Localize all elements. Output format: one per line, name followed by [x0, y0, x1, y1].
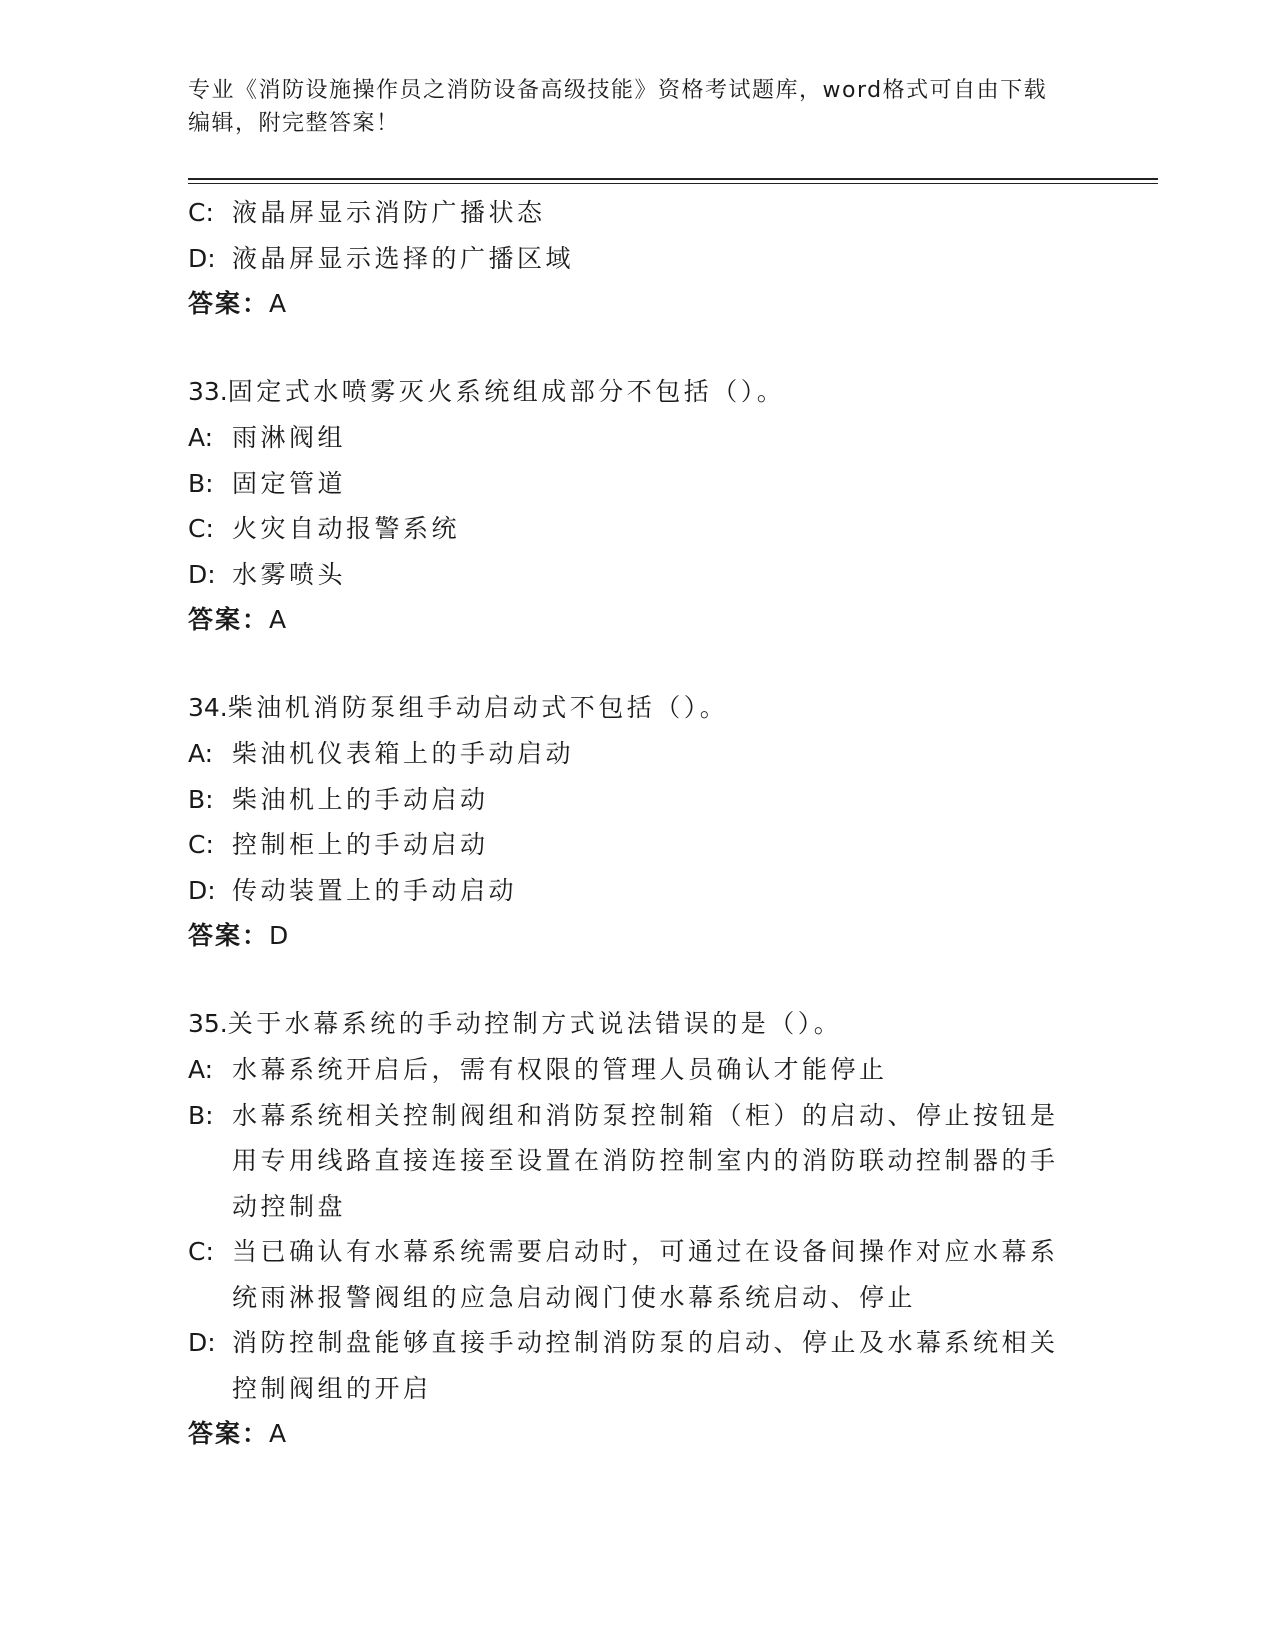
question-number: 33. [188, 377, 228, 406]
option-text: 雨淋阀组 [232, 423, 347, 452]
option-text: 柴油机仪表箱上的手动启动 [232, 739, 575, 768]
option-text: 水幕系统开启后，需有权限的管理人员确认才能停止 [232, 1055, 888, 1084]
question-text: 柴油机消防泵组手动启动式不包括（）。 [227, 693, 729, 722]
option-text: 消防控制盘能够直接手动控制消防泵的启动、停止及水幕系统相关控制阀组的开启 [232, 1328, 1059, 1403]
header-text: 专业《消防设施操作员之消防设备高级技能》资格考试题库，word格式可自由下载编辑，附完整答案！ [188, 78, 1048, 136]
answer-value: A [269, 1419, 287, 1448]
option-text: 柴油机上的手动启动 [232, 784, 489, 814]
option-label: C: [188, 830, 214, 859]
question-list [188, 190, 1078, 1457]
option-label: D: [188, 559, 216, 589]
question-number: 35. [188, 1009, 228, 1038]
option-c [188, 1229, 1078, 1320]
option-c [188, 822, 1078, 868]
option-label: C: [188, 1237, 214, 1266]
option-label: A: [188, 423, 214, 452]
option-label: A: [188, 1055, 214, 1084]
option-a [188, 415, 1078, 461]
answer-label: 答案： [188, 289, 270, 318]
answer-value: A [269, 289, 287, 318]
option-b [188, 461, 1078, 507]
option-text: 液晶屏显示选择的广播区域 [232, 243, 575, 273]
answer-line [188, 913, 1078, 959]
question-number: 34. [188, 693, 228, 722]
question-title [188, 1001, 1078, 1047]
answer-line [188, 281, 1078, 327]
option-label: B: [188, 1100, 214, 1130]
option-text: 水雾喷头 [232, 559, 347, 589]
option-d [188, 1320, 1078, 1411]
question-text: 固定式水喷雾灭火系统组成部分不包括（）。 [227, 377, 786, 406]
option-text: 控制柜上的手动启动 [232, 830, 489, 859]
option-text: 液晶屏显示消防广播状态 [232, 198, 546, 227]
header-divider-thin [188, 183, 1158, 184]
option-label: B: [188, 784, 214, 814]
option-text: 固定管道 [232, 468, 347, 498]
option-label: D: [188, 875, 216, 905]
option-c [188, 190, 1078, 236]
question-title [188, 685, 1078, 731]
option-label: D: [188, 243, 216, 273]
option-text: 传动装置上的手动启动 [232, 875, 518, 905]
answer-value: D [269, 921, 289, 950]
option-label: C: [188, 198, 214, 227]
option-label: A: [188, 739, 214, 768]
option-b [188, 1093, 1078, 1230]
document-header [188, 74, 1068, 140]
option-b [188, 777, 1078, 823]
option-a [188, 1047, 1078, 1093]
answer-line [188, 1411, 1078, 1457]
option-text: 当已确认有水幕系统需要启动时，可通过在设备间操作对应水幕系统雨淋报警阀组的应急启动阀门使水幕系统启动、停止 [232, 1237, 1059, 1312]
answer-label: 答案： [188, 921, 270, 950]
question-text: 关于水幕系统的手动控制方式说法错误的是（）。 [227, 1009, 843, 1038]
question-title [188, 369, 1078, 415]
option-a [188, 731, 1078, 777]
option-c [188, 506, 1078, 552]
option-d [188, 868, 1078, 914]
option-label: B: [188, 468, 214, 498]
option-label: D: [188, 1328, 216, 1357]
option-d [188, 552, 1078, 598]
answer-line [188, 597, 1078, 643]
option-d [188, 236, 1078, 282]
answer-value: A [269, 605, 287, 634]
answer-label: 答案： [188, 605, 270, 634]
header-divider [188, 178, 1158, 180]
option-text: 水幕系统相关控制阀组和消防泵控制箱（柜）的启动、停止按钮是用专用线路直接连接至设置在消防控制室内的消防联动控制器的手动控制盘 [232, 1100, 1059, 1221]
option-label: C: [188, 514, 214, 543]
option-text: 火灾自动报警系统 [232, 514, 461, 543]
answer-label: 答案： [188, 1419, 270, 1448]
